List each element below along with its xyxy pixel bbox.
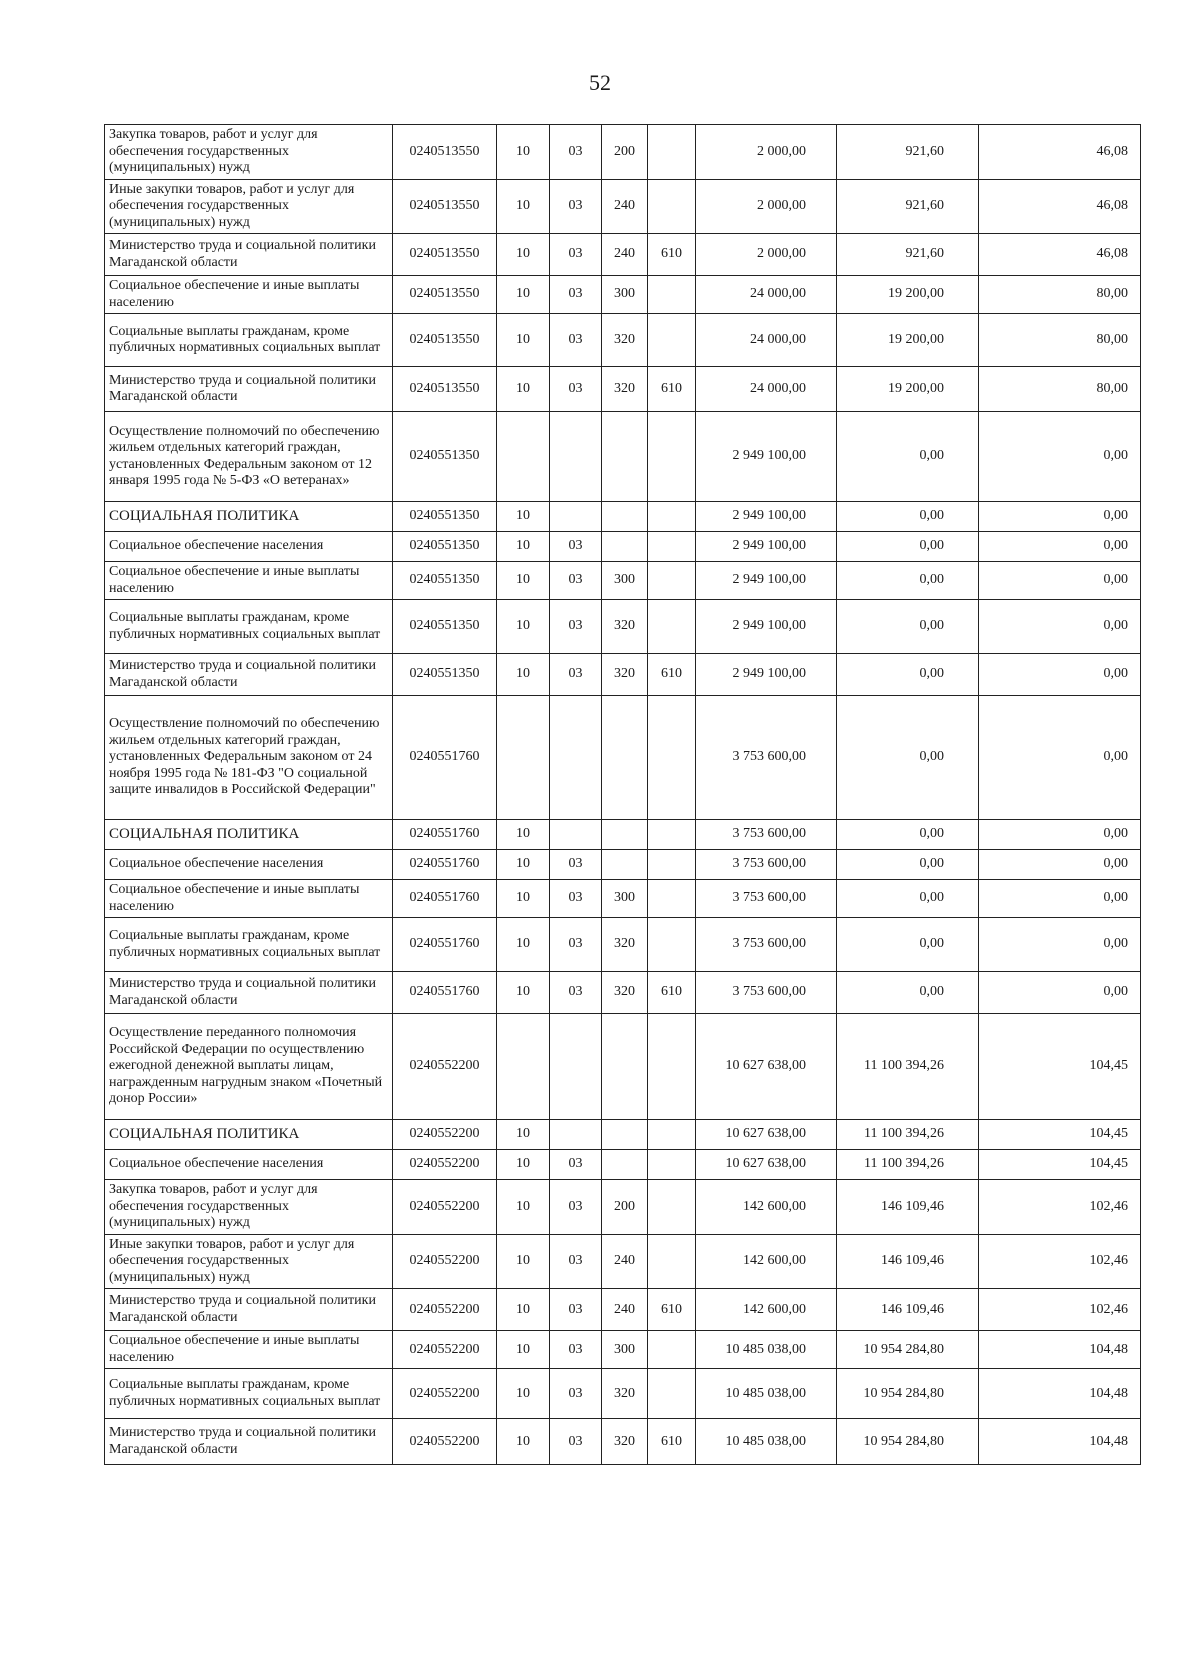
subsection-cell: 03 — [550, 179, 602, 234]
executed-amount-cell: 0,00 — [837, 562, 979, 600]
row-name-cell: Социальное обеспечение населения — [105, 850, 393, 880]
section-cell: 10 — [497, 1120, 550, 1150]
subsection-cell: 03 — [550, 600, 602, 654]
section-cell: 10 — [497, 600, 550, 654]
budget-manager-cell — [648, 918, 696, 972]
planned-amount-cell: 2 949 100,00 — [696, 532, 837, 562]
subsection-cell: 03 — [550, 1180, 602, 1235]
target-code-cell: 0240551350 — [393, 502, 497, 532]
section-cell — [497, 412, 550, 502]
row-name-cell: Социальное обеспечение и иные выплаты населению — [105, 562, 393, 600]
table-row — [105, 654, 1141, 696]
execution-percent-cell: 104,48 — [979, 1331, 1141, 1369]
table-row — [105, 1289, 1141, 1331]
execution-percent-cell: 104,45 — [979, 1150, 1141, 1180]
row-name-cell: Социальное обеспечение и иные выплаты населению — [105, 1331, 393, 1369]
planned-amount-cell: 24 000,00 — [696, 314, 837, 367]
executed-amount-cell: 11 100 394,26 — [837, 1120, 979, 1150]
expense-type-cell: 300 — [602, 562, 648, 600]
table-row — [105, 820, 1141, 850]
budget-manager-cell — [648, 276, 696, 314]
expense-type-cell: 320 — [602, 314, 648, 367]
planned-amount-cell: 2 949 100,00 — [696, 600, 837, 654]
section-cell: 10 — [497, 1289, 550, 1331]
expense-type-cell: 320 — [602, 600, 648, 654]
execution-percent-cell: 0,00 — [979, 412, 1141, 502]
budget-manager-cell — [648, 820, 696, 850]
section-cell: 10 — [497, 367, 550, 412]
planned-amount-cell: 3 753 600,00 — [696, 850, 837, 880]
target-code-cell: 0240552200 — [393, 1180, 497, 1235]
row-name-cell: Осуществление переданного полномочия Российской Федерации по осуществлению ежегодной денежной выплаты лицам, награжденным нагрудным знаком «Почетный донор России» — [105, 1014, 393, 1120]
subsection-cell: 03 — [550, 1331, 602, 1369]
table-row — [105, 696, 1141, 820]
target-code-cell: 0240513550 — [393, 125, 497, 180]
planned-amount-cell: 10 627 638,00 — [696, 1150, 837, 1180]
execution-percent-cell: 0,00 — [979, 532, 1141, 562]
subsection-cell: 03 — [550, 850, 602, 880]
target-code-cell: 0240513550 — [393, 314, 497, 367]
execution-percent-cell: 80,00 — [979, 367, 1141, 412]
budget-manager-cell — [648, 179, 696, 234]
execution-percent-cell: 46,08 — [979, 125, 1141, 180]
budget-manager-cell — [648, 314, 696, 367]
subsection-cell: 03 — [550, 654, 602, 696]
executed-amount-cell: 10 954 284,80 — [837, 1419, 979, 1465]
row-name-cell: Осуществление полномочий по обеспечению жильем отдельных категорий граждан, установленных Федеральным законом от 24 ноября 1995 года № 181-ФЗ "О социальной защите инвалидов в Российской Федерации" — [105, 696, 393, 820]
section-cell — [497, 696, 550, 820]
section-cell: 10 — [497, 314, 550, 367]
target-code-cell: 0240513550 — [393, 179, 497, 234]
expense-type-cell — [602, 532, 648, 562]
planned-amount-cell: 3 753 600,00 — [696, 696, 837, 820]
subsection-cell — [550, 820, 602, 850]
budget-manager-cell — [648, 1014, 696, 1120]
row-name-cell: Министерство труда и социальной политики Магаданской области — [105, 1419, 393, 1465]
section-cell: 10 — [497, 276, 550, 314]
executed-amount-cell: 921,60 — [837, 179, 979, 234]
execution-percent-cell: 102,46 — [979, 1180, 1141, 1235]
planned-amount-cell: 2 949 100,00 — [696, 562, 837, 600]
target-code-cell: 0240552200 — [393, 1014, 497, 1120]
target-code-cell: 0240552200 — [393, 1331, 497, 1369]
row-name-cell: Социальные выплаты гражданам, кроме публичных нормативных социальных выплат — [105, 918, 393, 972]
executed-amount-cell: 0,00 — [837, 696, 979, 820]
target-code-cell: 0240551350 — [393, 654, 497, 696]
budget-manager-cell — [648, 532, 696, 562]
executed-amount-cell: 11 100 394,26 — [837, 1150, 979, 1180]
subsection-cell — [550, 412, 602, 502]
budget-manager-cell — [648, 1331, 696, 1369]
table-body — [105, 125, 1141, 1465]
execution-percent-cell: 0,00 — [979, 880, 1141, 918]
target-code-cell: 0240551350 — [393, 412, 497, 502]
target-code-cell: 0240551760 — [393, 972, 497, 1014]
row-name-cell: Иные закупки товаров, работ и услуг для обеспечения государственных (муниципальных) нужд — [105, 179, 393, 234]
planned-amount-cell: 142 600,00 — [696, 1180, 837, 1235]
executed-amount-cell: 146 109,46 — [837, 1234, 979, 1289]
table-row — [105, 276, 1141, 314]
section-cell: 10 — [497, 1331, 550, 1369]
execution-percent-cell: 102,46 — [979, 1289, 1141, 1331]
table-row — [105, 532, 1141, 562]
execution-percent-cell: 0,00 — [979, 850, 1141, 880]
table-row — [105, 1014, 1141, 1120]
budget-manager-cell: 610 — [648, 234, 696, 276]
table-row — [105, 234, 1141, 276]
budget-manager-cell: 610 — [648, 654, 696, 696]
planned-amount-cell: 2 000,00 — [696, 234, 837, 276]
row-name-cell: Социальное обеспечение населения — [105, 1150, 393, 1180]
subsection-cell — [550, 1014, 602, 1120]
section-cell: 10 — [497, 1234, 550, 1289]
planned-amount-cell: 142 600,00 — [696, 1234, 837, 1289]
executed-amount-cell: 19 200,00 — [837, 276, 979, 314]
budget-manager-cell — [648, 502, 696, 532]
expense-type-cell: 320 — [602, 918, 648, 972]
subsection-cell: 03 — [550, 1234, 602, 1289]
subsection-cell: 03 — [550, 234, 602, 276]
budget-manager-cell — [648, 850, 696, 880]
budget-manager-cell: 610 — [648, 367, 696, 412]
budget-manager-cell — [648, 880, 696, 918]
budget-manager-cell — [648, 696, 696, 820]
expense-type-cell: 320 — [602, 367, 648, 412]
executed-amount-cell: 10 954 284,80 — [837, 1331, 979, 1369]
section-cell: 10 — [497, 972, 550, 1014]
table-row — [105, 1419, 1141, 1465]
planned-amount-cell: 3 753 600,00 — [696, 820, 837, 850]
subsection-cell — [550, 696, 602, 820]
table-row — [105, 179, 1141, 234]
target-code-cell: 0240551760 — [393, 918, 497, 972]
planned-amount-cell: 2 000,00 — [696, 125, 837, 180]
expense-type-cell — [602, 1120, 648, 1150]
execution-percent-cell: 0,00 — [979, 918, 1141, 972]
target-code-cell: 0240513550 — [393, 234, 497, 276]
subsection-cell: 03 — [550, 314, 602, 367]
subsection-cell: 03 — [550, 367, 602, 412]
expense-type-cell: 320 — [602, 1369, 648, 1419]
planned-amount-cell: 10 485 038,00 — [696, 1419, 837, 1465]
target-code-cell: 0240513550 — [393, 367, 497, 412]
planned-amount-cell: 3 753 600,00 — [696, 880, 837, 918]
section-cell — [497, 1014, 550, 1120]
planned-amount-cell: 10 627 638,00 — [696, 1014, 837, 1120]
row-name-cell: Министерство труда и социальной политики Магаданской области — [105, 1289, 393, 1331]
executed-amount-cell: 0,00 — [837, 600, 979, 654]
section-cell: 10 — [497, 234, 550, 276]
subsection-cell — [550, 1120, 602, 1150]
executed-amount-cell: 0,00 — [837, 532, 979, 562]
executed-amount-cell: 146 109,46 — [837, 1180, 979, 1235]
table-row — [105, 1150, 1141, 1180]
expense-type-cell: 300 — [602, 880, 648, 918]
subsection-cell: 03 — [550, 972, 602, 1014]
budget-manager-cell — [648, 562, 696, 600]
expense-type-cell: 300 — [602, 276, 648, 314]
subsection-cell: 03 — [550, 1369, 602, 1419]
subsection-cell: 03 — [550, 918, 602, 972]
expense-type-cell: 320 — [602, 972, 648, 1014]
section-cell: 10 — [497, 502, 550, 532]
execution-percent-cell: 104,48 — [979, 1369, 1141, 1419]
executed-amount-cell: 0,00 — [837, 412, 979, 502]
table-row — [105, 125, 1141, 180]
execution-percent-cell: 104,48 — [979, 1419, 1141, 1465]
budget-manager-cell — [648, 1369, 696, 1419]
section-cell: 10 — [497, 654, 550, 696]
row-name-cell: Министерство труда и социальной политики Магаданской области — [105, 234, 393, 276]
expense-type-cell — [602, 820, 648, 850]
row-name-cell: Министерство труда и социальной политики Магаданской области — [105, 367, 393, 412]
section-cell: 10 — [497, 1419, 550, 1465]
page-number: 52 — [589, 70, 611, 95]
planned-amount-cell: 10 485 038,00 — [696, 1369, 837, 1419]
section-cell: 10 — [497, 125, 550, 180]
budget-manager-cell — [648, 1234, 696, 1289]
subsection-cell: 03 — [550, 880, 602, 918]
row-name-cell: Закупка товаров, работ и услуг для обеспечения государственных (муниципальных) нужд — [105, 1180, 393, 1235]
target-code-cell: 0240552200 — [393, 1150, 497, 1180]
row-name-cell: СОЦИАЛЬНАЯ ПОЛИТИКА — [105, 502, 393, 532]
budget-manager-cell — [648, 125, 696, 180]
expense-type-cell: 240 — [602, 179, 648, 234]
executed-amount-cell: 921,60 — [837, 125, 979, 180]
budget-manager-cell — [648, 412, 696, 502]
row-name-cell: Социальные выплаты гражданам, кроме публичных нормативных социальных выплат — [105, 314, 393, 367]
expense-type-cell — [602, 412, 648, 502]
expense-type-cell — [602, 696, 648, 820]
table-row — [105, 1120, 1141, 1150]
execution-percent-cell: 0,00 — [979, 820, 1141, 850]
target-code-cell: 0240552200 — [393, 1369, 497, 1419]
table-row — [105, 412, 1141, 502]
subsection-cell: 03 — [550, 1150, 602, 1180]
budget-manager-cell: 610 — [648, 972, 696, 1014]
expense-type-cell: 320 — [602, 1419, 648, 1465]
execution-percent-cell: 102,46 — [979, 1234, 1141, 1289]
row-name-cell: Социальное обеспечение и иные выплаты населению — [105, 276, 393, 314]
planned-amount-cell: 24 000,00 — [696, 367, 837, 412]
section-cell: 10 — [497, 918, 550, 972]
subsection-cell: 03 — [550, 532, 602, 562]
table-row — [105, 880, 1141, 918]
execution-percent-cell: 0,00 — [979, 562, 1141, 600]
row-name-cell: СОЦИАЛЬНАЯ ПОЛИТИКА — [105, 1120, 393, 1150]
section-cell: 10 — [497, 1369, 550, 1419]
expense-type-cell: 200 — [602, 1180, 648, 1235]
execution-percent-cell: 0,00 — [979, 696, 1141, 820]
table-row — [105, 1234, 1141, 1289]
table-row — [105, 367, 1141, 412]
target-code-cell: 0240551760 — [393, 820, 497, 850]
planned-amount-cell: 10 627 638,00 — [696, 1120, 837, 1150]
section-cell: 10 — [497, 850, 550, 880]
row-name-cell: Министерство труда и социальной политики Магаданской области — [105, 654, 393, 696]
target-code-cell: 0240551760 — [393, 696, 497, 820]
row-name-cell: Иные закупки товаров, работ и услуг для обеспечения государственных (муниципальных) нужд — [105, 1234, 393, 1289]
target-code-cell: 0240513550 — [393, 276, 497, 314]
row-name-cell: Осуществление полномочий по обеспечению жильем отдельных категорий граждан, установленных Федеральным законом от 12 января 1995 года № 5-ФЗ «О ветеранах» — [105, 412, 393, 502]
planned-amount-cell: 3 753 600,00 — [696, 972, 837, 1014]
table-row — [105, 600, 1141, 654]
section-cell: 10 — [497, 880, 550, 918]
budget-manager-cell — [648, 1150, 696, 1180]
row-name-cell: Социальные выплаты гражданам, кроме публичных нормативных социальных выплат — [105, 600, 393, 654]
target-code-cell: 0240552200 — [393, 1289, 497, 1331]
target-code-cell: 0240552200 — [393, 1234, 497, 1289]
section-cell: 10 — [497, 562, 550, 600]
executed-amount-cell: 0,00 — [837, 502, 979, 532]
target-code-cell: 0240551350 — [393, 532, 497, 562]
subsection-cell: 03 — [550, 125, 602, 180]
execution-percent-cell: 0,00 — [979, 972, 1141, 1014]
budget-manager-cell: 610 — [648, 1289, 696, 1331]
budget-execution-table — [104, 124, 1141, 1465]
execution-percent-cell: 0,00 — [979, 600, 1141, 654]
row-name-cell: Закупка товаров, работ и услуг для обеспечения государственных (муниципальных) нужд — [105, 125, 393, 180]
executed-amount-cell: 0,00 — [837, 918, 979, 972]
expense-type-cell: 240 — [602, 1289, 648, 1331]
execution-percent-cell: 46,08 — [979, 234, 1141, 276]
row-name-cell: Министерство труда и социальной политики Магаданской области — [105, 972, 393, 1014]
planned-amount-cell: 2 949 100,00 — [696, 412, 837, 502]
section-cell: 10 — [497, 532, 550, 562]
planned-amount-cell: 2 949 100,00 — [696, 502, 837, 532]
planned-amount-cell: 10 485 038,00 — [696, 1331, 837, 1369]
executed-amount-cell: 0,00 — [837, 820, 979, 850]
executed-amount-cell: 921,60 — [837, 234, 979, 276]
expense-type-cell: 200 — [602, 125, 648, 180]
subsection-cell: 03 — [550, 1419, 602, 1465]
row-name-cell: СОЦИАЛЬНАЯ ПОЛИТИКА — [105, 820, 393, 850]
budget-manager-cell — [648, 600, 696, 654]
section-cell: 10 — [497, 1180, 550, 1235]
section-cell: 10 — [497, 820, 550, 850]
subsection-cell: 03 — [550, 276, 602, 314]
expense-type-cell — [602, 1150, 648, 1180]
execution-percent-cell: 0,00 — [979, 502, 1141, 532]
executed-amount-cell: 19 200,00 — [837, 314, 979, 367]
planned-amount-cell: 2 949 100,00 — [696, 654, 837, 696]
executed-amount-cell: 10 954 284,80 — [837, 1369, 979, 1419]
planned-amount-cell: 142 600,00 — [696, 1289, 837, 1331]
budget-manager-cell: 610 — [648, 1419, 696, 1465]
budget-manager-cell — [648, 1120, 696, 1150]
executed-amount-cell: 0,00 — [837, 880, 979, 918]
table-row — [105, 1180, 1141, 1235]
target-code-cell: 0240551350 — [393, 562, 497, 600]
executed-amount-cell: 0,00 — [837, 972, 979, 1014]
table-row — [105, 314, 1141, 367]
subsection-cell: 03 — [550, 1289, 602, 1331]
expense-type-cell: 300 — [602, 1331, 648, 1369]
table-row — [105, 918, 1141, 972]
execution-percent-cell: 80,00 — [979, 314, 1141, 367]
row-name-cell: Социальные выплаты гражданам, кроме публичных нормативных социальных выплат — [105, 1369, 393, 1419]
section-cell: 10 — [497, 179, 550, 234]
expense-type-cell — [602, 1014, 648, 1120]
executed-amount-cell: 19 200,00 — [837, 367, 979, 412]
table-row — [105, 972, 1141, 1014]
table-row — [105, 1331, 1141, 1369]
target-code-cell: 0240552200 — [393, 1120, 497, 1150]
execution-percent-cell: 104,45 — [979, 1120, 1141, 1150]
row-name-cell: Социальное обеспечение и иные выплаты населению — [105, 880, 393, 918]
budget-manager-cell — [648, 1180, 696, 1235]
execution-percent-cell: 0,00 — [979, 654, 1141, 696]
expense-type-cell — [602, 502, 648, 532]
expense-type-cell: 240 — [602, 1234, 648, 1289]
table-row — [105, 562, 1141, 600]
row-name-cell: Социальное обеспечение населения — [105, 532, 393, 562]
target-code-cell: 0240551760 — [393, 850, 497, 880]
planned-amount-cell: 24 000,00 — [696, 276, 837, 314]
table-row — [105, 502, 1141, 532]
table-row — [105, 850, 1141, 880]
table-row — [105, 1369, 1141, 1419]
planned-amount-cell: 3 753 600,00 — [696, 918, 837, 972]
executed-amount-cell: 146 109,46 — [837, 1289, 979, 1331]
execution-percent-cell: 104,45 — [979, 1014, 1141, 1120]
executed-amount-cell: 11 100 394,26 — [837, 1014, 979, 1120]
expense-type-cell: 320 — [602, 654, 648, 696]
subsection-cell: 03 — [550, 562, 602, 600]
execution-percent-cell: 46,08 — [979, 179, 1141, 234]
target-code-cell: 0240551760 — [393, 880, 497, 918]
target-code-cell: 0240552200 — [393, 1419, 497, 1465]
expense-type-cell — [602, 850, 648, 880]
subsection-cell — [550, 502, 602, 532]
executed-amount-cell: 0,00 — [837, 654, 979, 696]
planned-amount-cell: 2 000,00 — [696, 179, 837, 234]
expense-type-cell: 240 — [602, 234, 648, 276]
execution-percent-cell: 80,00 — [979, 276, 1141, 314]
target-code-cell: 0240551350 — [393, 600, 497, 654]
section-cell: 10 — [497, 1150, 550, 1180]
executed-amount-cell: 0,00 — [837, 850, 979, 880]
